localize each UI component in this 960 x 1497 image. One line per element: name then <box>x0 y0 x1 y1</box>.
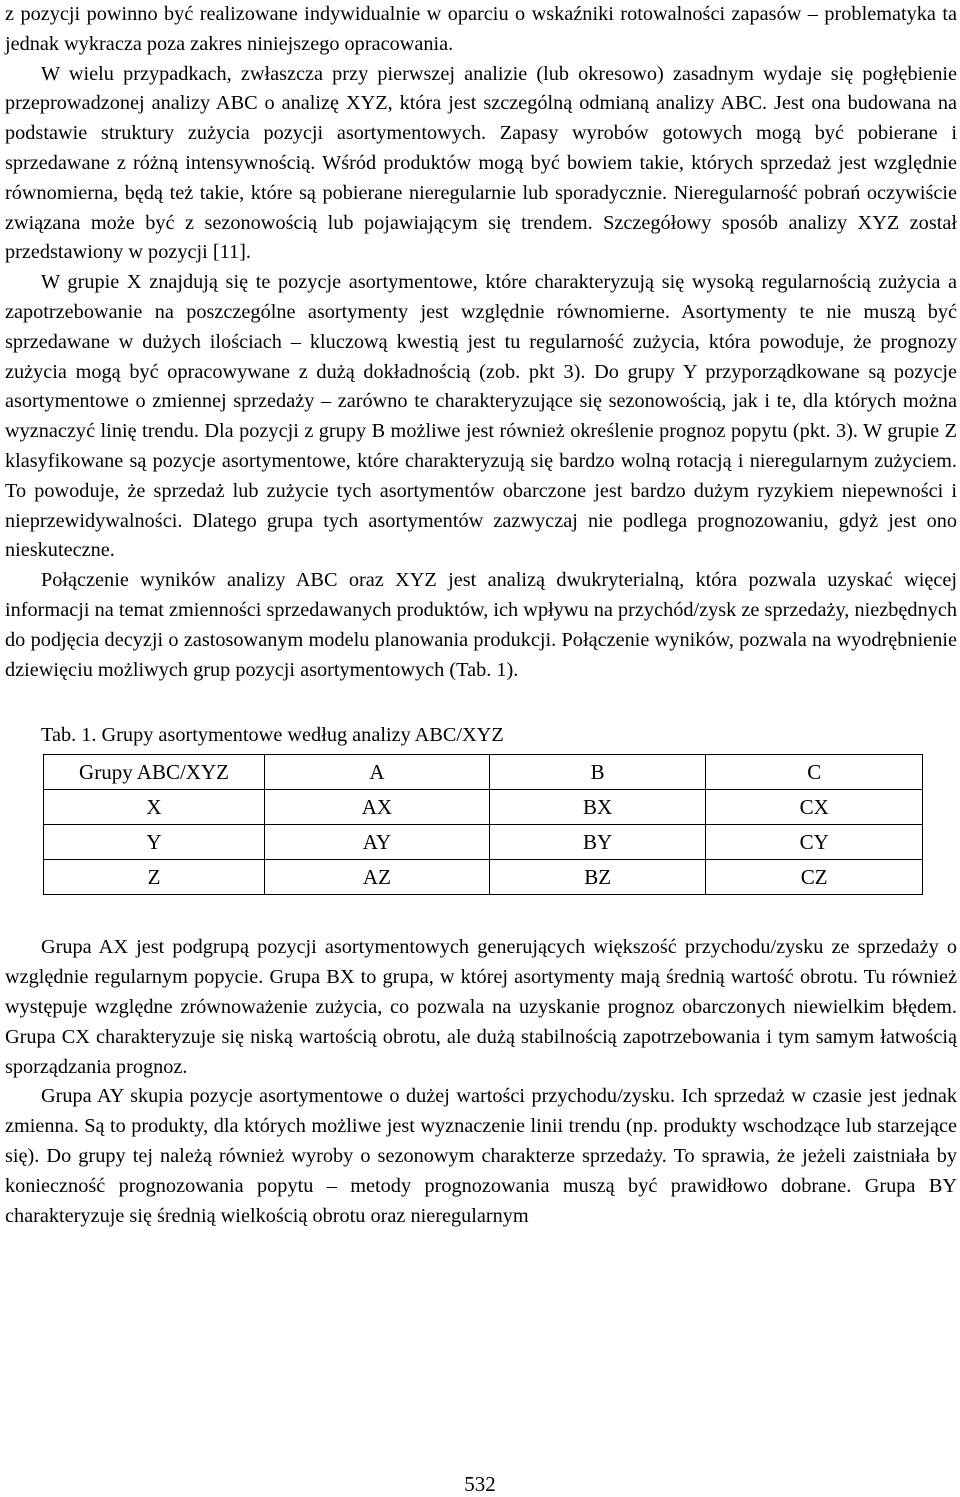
table-cell: BZ <box>489 860 706 895</box>
table-cell: Z <box>44 860 265 895</box>
table-cell: BY <box>489 825 706 860</box>
table-header-cell: A <box>265 755 490 790</box>
paragraph-groups-xyz: W grupie X znajdują się te pozycje asortymentowe, które charakteryzują się wysoką regularnością zużycia a zapotrzebowanie na poszczególne asortymenty jest względnie równomierne. Asortymenty te nie muszą być sprzedawane w dużych ilościach – kluczową kwestią jest tu regularność zużycia, która powoduje, że prognozy zużycia mogą być opracowywane z dużą dokładnością (zob. pkt 3). Do grupy Y przyporządkowane są pozycje asortymentowe o zmiennej sprzedaży – zarówno te charakteryzujące się sezonowością, jak i te, dla których można wyznaczyć linię trendu. Dla pozycji z grupy B możliwe jest również określenie prognoz popytu (pkt. 3). W grupie Z klasyfikowane są pozycje asortymentowe, które charakteryzują się bardzo wolną rotacją i nieregularnym zużyciem. To powoduje, że sprzedaż lub zużycie tych asortymentów obarczone jest bardzo dużym ryzykiem niepewności i nieprzewidywalności. Dlatego grupa tych asortymentów zazwyczaj nie podlega prognozowaniu, gdyż jest ono nieskuteczne. <box>5 271 957 562</box>
table-row <box>44 825 923 860</box>
page-number: 532 <box>464 1472 496 1496</box>
table-header-cell: C <box>706 755 923 790</box>
paragraph-continuation: z pozycji powinno być realizowane indywidualnie w oparciu o wskaźniki rotowalności zapasów – problematyka ta jednak wykracza poza zakres niniejszego opracowania. <box>5 3 957 55</box>
table-header-row <box>44 755 923 790</box>
body-text-bottom <box>5 933 957 1231</box>
paragraph-xyz-analysis: W wielu przypadkach, zwłaszcza przy pierwszej analizie (lub okresowo) zasadnym wydaje się pogłębienie przeprowadzonej analizy ABC o analizę XYZ, która jest szczególną odmianą analizy ABC. Jest ona budowana na podstawie struktury zużycia pozycji asortymentowych. Zapasy wyrobów gotowych mogą być pobierane i sprzedawane z różną intensywnością. Wśród produktów mogą być bowiem takie, których sprzedaż jest względnie równomierna, będą też takie, które są pobierane nieregularnie lub sporadycznie. Nieregularność pobrań oczywiście związana może być z sezonowością lub pojawiającym się trendem. Szczegółowy sposób analizy XYZ został przedstawiony w pozycji [11]. <box>5 62 957 264</box>
table-cell: BX <box>489 790 706 825</box>
table-cell: Y <box>44 825 265 860</box>
table-cell: AX <box>265 790 490 825</box>
body-text-top <box>5 0 957 685</box>
abc-xyz-table <box>43 754 923 895</box>
table-cell: CY <box>706 825 923 860</box>
table-cell: AY <box>265 825 490 860</box>
paragraph-abc-xyz-combination: Połączenie wyników analizy ABC oraz XYZ jest analizą dwukryterialną, która pozwala uzyskać więcej informacji na temat zmienności sprzedawanych produktów, ich wpływu na przychód/zysk ze sprzedaży, niezbędnych do podjęcia decyzji o zastosowanym modelu planowania produkcji. Połączenie wyników, pozwala na wyodrębnienie dziewięciu możliwych grup pozycji asortymentowych (Tab. 1). <box>5 569 957 681</box>
table-row <box>44 790 923 825</box>
table-cell: AZ <box>265 860 490 895</box>
document-page <box>5 0 957 1231</box>
table-cell: CZ <box>706 860 923 895</box>
table-cell: X <box>44 790 265 825</box>
table-header-cell: Grupy ABC/XYZ <box>44 755 265 790</box>
paragraph-group-y: Grupa AY skupia pozycje asortymentowe o dużej wartości przychodu/zysku. Ich sprzedaż w czasie jest jednak zmienna. Są to produkty, dla których możliwe jest wyznaczenie linii trendu (np. produkty wschodzące lub starzejące się). Do grupy tej należą również wyroby o sezonowym charakterze sprzedaży. To sprawia, że jeżeli zaistniała by konieczność prognozowania popytu – metody prognozowania muszą być prawidłowo dobrane. Grupa BY charakteryzuje się średnią wielkością obrotu oraz nieregularnym <box>5 1085 957 1227</box>
paragraph-group-x: Grupa AX jest podgrupą pozycji asortymentowych generujących większość przychodu/zysku ze sprzedaży o względnie regularnym popycie. Grupa BX to grupa, w której asortymenty mają średnią wartość obrotu. Tu również występuje względne zrównoważenie zużycia, co pozwala na uzyskanie prognoz obarczonych niewielkim błędem. Grupa CX charakteryzuje się niską wartością obrotu, ale dużą stabilnością zapotrzebowania i tym samym łatwością sporządzania prognoz. <box>5 936 957 1078</box>
table-cell: CX <box>706 790 923 825</box>
table-row <box>44 860 923 895</box>
table-caption: Tab. 1. Grupy asortymentowe według analizy ABC/XYZ <box>41 724 504 747</box>
table-header-cell: B <box>489 755 706 790</box>
